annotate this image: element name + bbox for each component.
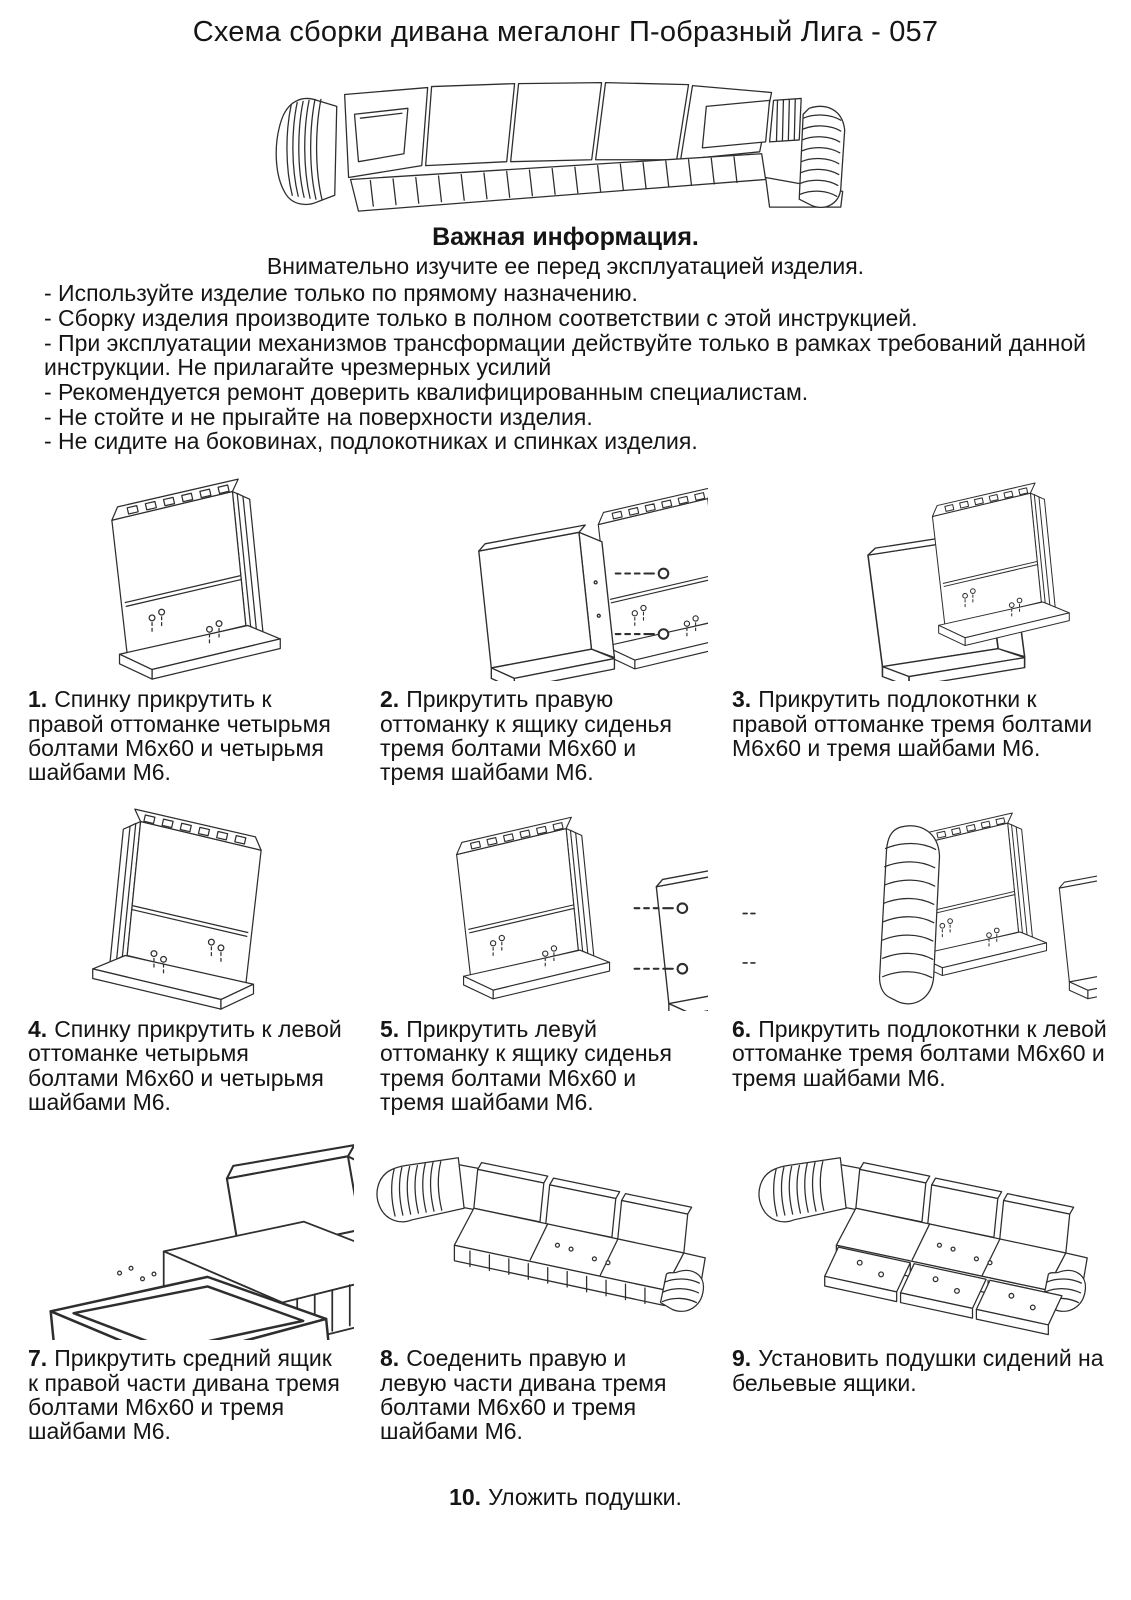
step-2-card: [362, 455, 714, 785]
step-1-caption: [10, 681, 362, 785]
info-bullet: - Сборку изделия производите только в полном соответствии с этой инструкцией.: [44, 304, 918, 331]
sofa-overview-drawing: [256, 51, 876, 219]
step-5-illustration: [368, 791, 708, 1011]
important-info-heading: Важная информация.: [432, 223, 699, 251]
step-4-illustration-wrap: [10, 785, 362, 1011]
step-7-illustration-wrap: [10, 1114, 362, 1340]
step-number: 8.: [380, 1345, 400, 1372]
info-bullet: - Не стойте и не прыгайте на поверхности изделия.: [44, 403, 593, 430]
info-bullet: - Не сидите на боковинах, подлокотниках и спинках изделия.: [44, 428, 698, 455]
step-number: 7.: [28, 1345, 48, 1372]
step-2-illustration-wrap: [362, 455, 714, 681]
steps-row-2: [0, 785, 1131, 1115]
step-7-caption: [10, 1340, 362, 1444]
step-number: 9.: [732, 1345, 752, 1372]
step-text: Прикрутить подлокотнки к левой оттоманке тремя болтами М6х60 и тремя шайбами М6.: [732, 1015, 1107, 1091]
step-5-card: [362, 785, 714, 1115]
step-6-caption: [714, 1011, 1125, 1090]
step-text: Уложить подушки.: [488, 1483, 682, 1510]
step-2-caption: [362, 681, 714, 785]
step-1-card: [10, 455, 362, 785]
step-9-card: [714, 1114, 1125, 1444]
step-9-illustration-wrap: [714, 1114, 1125, 1340]
step-text: Прикрутить средний ящик к правой части дивана тремя болтами М6х60 и тремя шайбами М6.: [28, 1345, 340, 1445]
step-6-illustration-wrap: [714, 785, 1125, 1011]
step-number: 4.: [28, 1015, 48, 1042]
step-3-caption: [714, 681, 1125, 760]
step-number: 1.: [28, 686, 48, 713]
step-number: 6.: [732, 1015, 752, 1042]
info-bullet: - При эксплуатации механизмов трансформации действуйте только в рамках требований данной инструкции. Не прилагайте чрезмерных усилий: [44, 329, 1086, 380]
step-5-illustration-wrap: [362, 785, 714, 1011]
step-text: Установить подушки сидений на бельевые ящики.: [732, 1345, 1104, 1396]
step-text: Прикрутить левуй оттоманку к ящику сиденья тремя болтами М6х60 и тремя шайбами М6.: [380, 1015, 672, 1115]
important-info-bullets: [44, 282, 1105, 454]
step-9-caption: [714, 1340, 1125, 1395]
step-5-caption: [362, 1011, 714, 1115]
step-2-illustration: [368, 461, 708, 681]
info-bullet: - Рекомендуется ремонт доверить квалифицированным специалистам.: [44, 378, 809, 405]
steps-row-1: [0, 455, 1131, 785]
step-text: Спинку прикрутить к левой оттоманке четырьмя болтами М6х60 и четырьмя шайбами М6.: [28, 1015, 342, 1115]
step-1-illustration: [69, 459, 304, 681]
step-7-card: [10, 1114, 362, 1444]
step-text: Соеденить правую и левую части дивана тремя болтами М6х60 и тремя шайбами М6.: [380, 1345, 667, 1445]
step-4-illustration: [69, 789, 304, 1011]
step-6-illustration: [742, 791, 1097, 1011]
step-6-card: [714, 785, 1125, 1115]
step-number: 5.: [380, 1015, 400, 1042]
step-1-illustration-wrap: [10, 455, 362, 681]
step-text: Прикрутить подлокотнки к правой оттоманке тремя болтами М6х60 и тремя шайбами М6.: [732, 686, 1093, 762]
steps-row-3: [0, 1114, 1131, 1444]
step-text: Спинку прикрутить к правой оттоманке четырьмя болтами М6х60 и четырьмя шайбами М6.: [28, 686, 331, 786]
step-4-card: [10, 785, 362, 1115]
step-8-card: [362, 1114, 714, 1444]
important-info-subheading: Внимательно изучите ее перед эксплуатацией изделия.: [266, 253, 865, 279]
step-9-illustration: [745, 1130, 1095, 1340]
step-4-caption: [10, 1011, 362, 1115]
step-10-caption: [0, 1484, 1131, 1511]
important-info-section: [0, 223, 1131, 454]
step-3-illustration: [742, 461, 1097, 681]
step-8-illustration: [363, 1130, 713, 1340]
step-3-card: [714, 455, 1125, 785]
hero-illustration-wrap: [0, 51, 1131, 219]
step-3-illustration-wrap: [714, 455, 1125, 681]
step-7-illustration: [19, 1120, 354, 1340]
page-title: Схема сборки дивана мегалонг П-образный Лига - 057: [192, 16, 939, 48]
step-8-caption: [362, 1340, 714, 1444]
step-number: 2.: [380, 686, 400, 713]
step-number: 3.: [732, 686, 752, 713]
step-number: 10.: [449, 1483, 482, 1510]
step-8-illustration-wrap: [362, 1114, 714, 1340]
step-text: Прикрутить правую оттоманку к ящику сиденья тремя болтами М6х60 и тремя шайбами М6.: [380, 686, 672, 786]
info-bullet: - Используйте изделие только по прямому назначению.: [44, 280, 638, 306]
